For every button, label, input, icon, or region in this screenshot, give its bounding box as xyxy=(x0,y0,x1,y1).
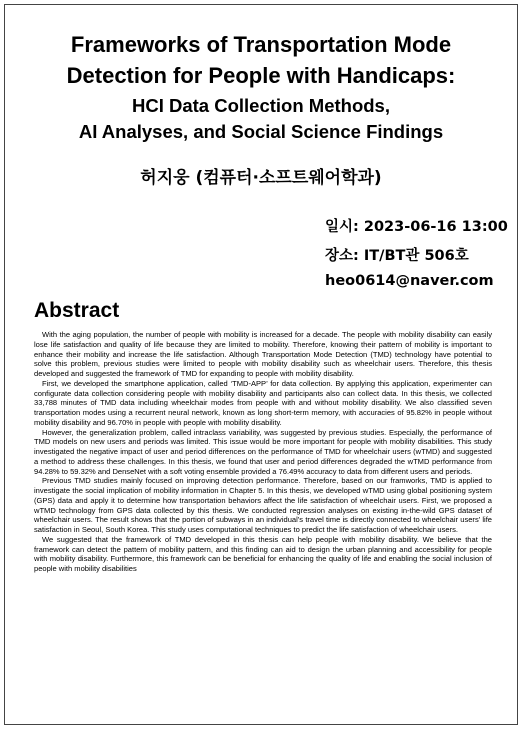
abstract-paragraph-1: With the aging population, the number of people with mobility is increased for a decade. The people with mobility disability can easily lose life satisfaction and quality of life because they are limited to mobility. Therefore, knowing their pattern of mobility is important to enhance their mobility and increase the life satisfaction. Although Transportation Mode Detection (TMD) technology have potential to solve this problem, previous studies were limited to people with mobility disability such as wheelchair users. Therefore, this thesis developed and suggested the framework of TMD for expanding to people with mobility disability. xyxy=(34,330,492,378)
author-name: 허지웅 (컴퓨터·소프트웨어학과) xyxy=(140,168,382,188)
abstract-heading: Abstract xyxy=(34,299,120,322)
abstract-body xyxy=(34,330,492,574)
email-address: heo0614@naver.com xyxy=(325,273,494,289)
date-time: 일시: 2023-06-16 13:00 xyxy=(325,219,508,235)
seminar-announcement-page xyxy=(4,4,518,725)
abstract-paragraph-4: Previous TMD studies mainly focused on improving detection performance. Therefore, based on our framworks, TMD is applied to investigate the social implication of mobility information in Chapter 5. In this thesis, we developed wTMD using global positioning system (GPS) data and apply it to determine how transportation behaviors affect the life satisfaction of wheelchair users. First, we proposed a wTMD technology from GPS data collected by this thesis. We conducted regression analyses on existing in-the-wild GPS dataset of wheelchair users. The result shows that the portion of subways in an individual’s travel time is directly connected to wheelchair users’ life satisfaction in Seoul, South Korea. This study uses computational techniques to predict the life satisfaction of wheelchair users. xyxy=(34,476,492,534)
subtitle-line-2: AI Analyses, and Social Science Findings xyxy=(78,121,444,142)
abstract-paragraph-5: We suggested that the framework of TMD developed in this thesis can help people with mobility disability. We believe that the framework can detect the pattern of mobility pattern, and this finding can aid to design the urban planning and accessibility for people with mobility disability. Furthermore, this framework can be beneficial for enhancing the quality of life and enabling the social inclusion of people with mobility disabilities xyxy=(34,534,492,573)
abstract-paragraph-2: First, we developed the smartphone application, called ‘TMD-APP’ for data collection. By applying this application, experimenter can configurate data collection considering people with mobility disability and participants also can collect data. In this thesis, we collected 33,788 minutes of TMD data including wheelchair modes from people with and without mobility disability. We also classified seven transportation modes using a recurrent neural network, known as long short-term memory, with accuracies of 95.82% in people without mobility disability and 96.70% in people with people with mobility disability. xyxy=(34,378,492,427)
location: 장소: IT/BT관 506호 xyxy=(325,248,469,264)
title-line-1: Frameworks of Transportation Mode xyxy=(70,32,452,57)
subtitle-line-1: HCI Data Collection Methods, xyxy=(132,95,390,116)
abstract-paragraph-3: However, the generalization problem, called intraclass variability, was suggested by previous studies. Especially, the performance of TMD models on new users and periods was limited. This issue would be more important for people with mobility disabilities. This study investigated the negative impact of user and period differences on the performance of TMD for wheelchair users (wTMD) and suggested a method to address these challenges. In this thesis, we found that user and period differences degraded the wTMD performance from 94.28% to 59.32% and DenseNet with a soft voting ensemble provided a 76.49% accuracy to data from different users and periods. xyxy=(34,427,492,476)
title-line-2: Detection for People with Handicaps: xyxy=(66,63,456,88)
